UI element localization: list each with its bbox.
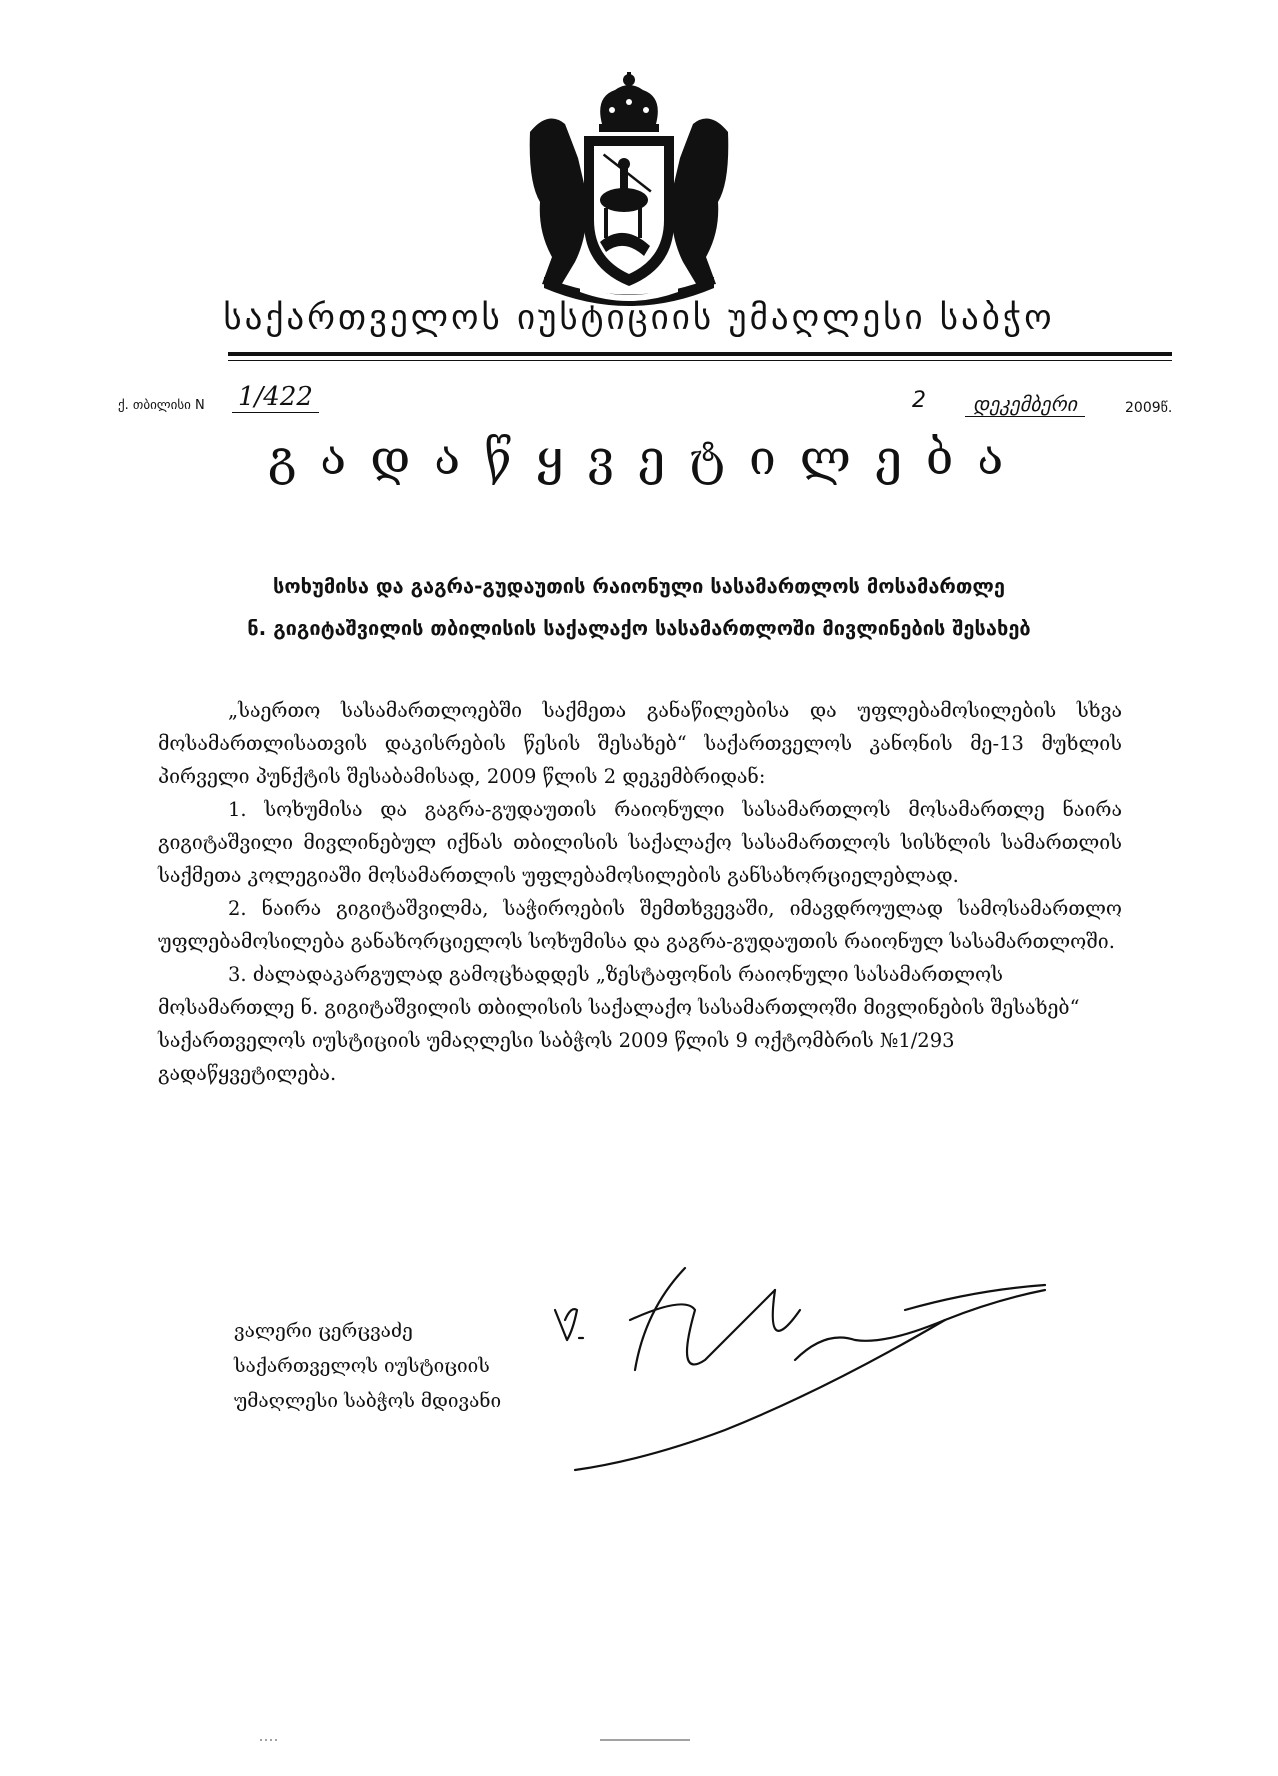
body-item-3 (158, 958, 1122, 1090)
document-number: 1/422 (232, 382, 319, 413)
coat-of-arms-emblem (520, 72, 738, 308)
item-3-text: 3. ძალადაკარგულად გამოცხადდეს „ზესტაფონის რაიონული სასამართლოს მოსამართლე ნ. გიგიტაშვილის თბილისის საქალაქო სასამართლოში მივლინების შესახებ“ საქართველოს იუსტიციის უმაღლესი საბჭოს 2009 წლის 9 ოქტომბრის №1/293 გადაწყვეტილება. (158, 963, 1080, 1085)
scan-marks (260, 1735, 710, 1745)
preamble-text: „საერთო სასამართლოებში საქმეთა განაწილებისა და უფლებამოსილების სხვა მოსამართლისათვის დაკისრების წესის შესახებ“ საქართველოს კანონის მე-13 მუხლის პირველი პუნქტის შესაბამისად, 2009 წლის 2 დეკემბრიდან: (158, 699, 1122, 788)
header-divider-thin (228, 360, 1172, 361)
header-divider (228, 352, 1172, 356)
body-preamble (158, 694, 1122, 793)
subject-line-1: სოხუმისა და გაგრა-გუდაუთის რაიონული სასამართლოს მოსამართლე (272, 574, 1006, 598)
date-day: 2 (912, 388, 926, 413)
document-body (158, 694, 1122, 1090)
document-type-heading: გადაწყვეტილება (268, 430, 1028, 486)
item-1-text: 1. სოხუმისა და გაგრა-გუდაუთის რაიონული სასამართლოს მოსამართლე ნაირა გიგიტაშვილი მივლინებულ იქნას თბილისის საქალაქო სასამართლოს სისხლის სამართლის საქმეთა კოლეგიაში მოსამართლის უფლებამოსილების განსახორციელებლად. (158, 798, 1122, 887)
body-item-2 (158, 892, 1122, 958)
signer-name: ვალერი ცერცვაძე (234, 1320, 413, 1342)
date-month: დეკემბერი (965, 392, 1085, 417)
signer-title-line-2: უმაღლესი საბჭოს მდივანი (234, 1390, 502, 1412)
council-name: საქართველოს იუსტიციის უმაღლესი საბჭო (223, 298, 1055, 338)
body-item-1 (158, 793, 1122, 892)
handwritten-signature (525, 1250, 1085, 1490)
document-number-label: ქ. თბილისი N (118, 398, 205, 413)
date-year: 2009წ. (1125, 400, 1173, 416)
subject-line-2: ნ. გიგიტაშვილის თბილისის საქალაქო სასამართლოში მივლინების შესახებ (247, 616, 1031, 640)
item-2-text: 2. ნაირა გიგიტაშვილმა, საჭიროების შემთხვევაში, იმავდროულად სამოსამართლო უფლებამოსილება განახორციელოს სოხუმისა და გაგრა-გუდაუთის რაიონულ სასამართლოში. (158, 897, 1122, 953)
signer-title-line-1: საქართველოს იუსტიციის (234, 1355, 490, 1377)
